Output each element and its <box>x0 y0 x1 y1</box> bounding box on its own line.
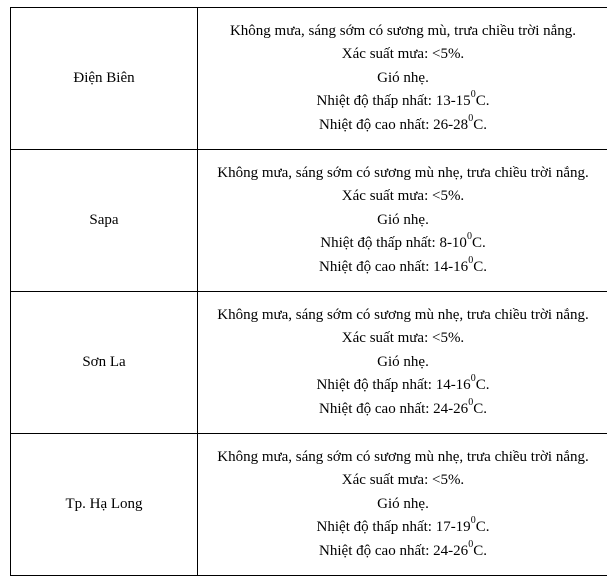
min-temperature: Nhiệt độ thấp nhất: $14-16^0C$. <box>316 373 490 394</box>
min-temperature: Nhiệt độ thấp nhất: $17-19^0C$. <box>316 515 490 536</box>
rain-probability: Xác suất mưa: <5%. <box>341 472 465 489</box>
weather-forecast-table <box>10 7 607 576</box>
weather-description: Không mưa, sáng sớm có sương mù nhẹ, trưa chiều trời nắng. <box>217 164 589 181</box>
degree-sign: 0 <box>468 538 474 550</box>
forecast-detail-cell <box>198 8 607 150</box>
degree-sign: 0 <box>470 89 476 101</box>
forecast-detail-cell <box>198 150 607 292</box>
table-row <box>11 292 607 434</box>
degree-sign: 0 <box>470 373 476 385</box>
degree-sign: 0 <box>468 112 474 124</box>
wind-info: Gió nhẹ. <box>377 69 429 86</box>
forecast-detail-cell <box>198 292 607 434</box>
table-row <box>11 8 607 150</box>
location-cell: Sơn La <box>11 292 198 434</box>
table-row <box>11 150 607 292</box>
weather-description: Không mưa, sáng sớm có sương mù, trưa chiều trời nắng. <box>229 22 577 39</box>
rain-probability: Xác suất mưa: <5%. <box>341 188 465 205</box>
max-temperature: Nhiệt độ cao nhất: $24-26^0C$. <box>319 538 487 559</box>
wind-info: Gió nhẹ. <box>377 211 429 228</box>
weather-description: Không mưa, sáng sớm có sương mù nhẹ, trưa chiều trời nắng. <box>217 448 589 465</box>
min-temperature: Nhiệt độ thấp nhất: $8-10^0C$. <box>320 231 486 252</box>
degree-sign: 0 <box>466 231 472 243</box>
rain-probability: Xác suất mưa: <5%. <box>341 330 465 347</box>
wind-info: Gió nhẹ. <box>377 353 429 370</box>
min-temperature: Nhiệt độ thấp nhất: $13-15^0C$. <box>316 89 490 110</box>
wind-info: Gió nhẹ. <box>377 495 429 512</box>
location-cell: Sapa <box>11 150 198 292</box>
max-temperature: Nhiệt độ cao nhất: $26-28^0C$. <box>319 112 487 133</box>
location-cell: Tp. Hạ Long <box>11 434 198 576</box>
weather-description: Không mưa, sáng sớm có sương mù nhẹ, trưa chiều trời nắng. <box>217 306 589 323</box>
max-temperature: Nhiệt độ cao nhất: $24-26^0C$. <box>319 396 487 417</box>
forecast-detail-cell <box>198 434 607 576</box>
location-cell: Điện Biên <box>11 8 198 150</box>
degree-sign: 0 <box>470 515 476 527</box>
degree-sign: 0 <box>468 254 474 266</box>
max-temperature: Nhiệt độ cao nhất: $14-16^0C$. <box>319 254 487 275</box>
degree-sign: 0 <box>468 396 474 408</box>
rain-probability: Xác suất mưa: <5%. <box>341 46 465 63</box>
table-row <box>11 434 607 576</box>
